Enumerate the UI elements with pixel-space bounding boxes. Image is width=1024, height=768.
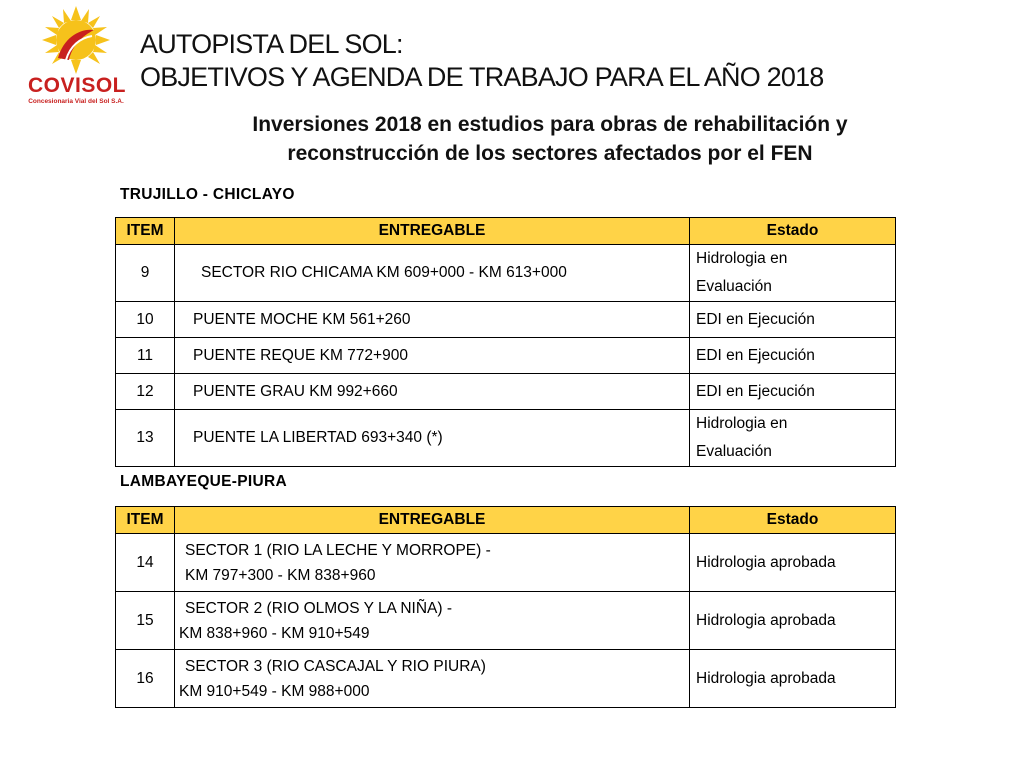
entregable-line-1: SECTOR 1 (RIO LA LECHE Y MORROPE) -: [185, 541, 491, 559]
row-estado: Hidrologia en Evaluación: [690, 410, 896, 467]
row-estado: Hidrologia aprobada: [690, 650, 896, 708]
row-item: 11: [116, 338, 175, 374]
row-estado: EDI en Ejecución: [690, 338, 896, 374]
table-header-row: [116, 218, 896, 245]
table-row: [116, 534, 896, 592]
table-row: [116, 338, 896, 374]
row-entregable: [175, 534, 690, 592]
sun-road-icon: [42, 6, 110, 74]
table-row: [116, 650, 896, 708]
row-estado: Hidrologia aprobada: [690, 592, 896, 650]
header-estado: Estado: [690, 218, 896, 245]
table-header-row: [116, 507, 896, 534]
table-lambayeque-piura: [115, 506, 896, 708]
header-estado: Estado: [690, 507, 896, 534]
row-entregable: [175, 650, 690, 708]
row-item: 16: [116, 650, 175, 708]
row-entregable: PUENTE LA LIBERTAD 693+340 (*): [175, 410, 690, 467]
row-entregable: [175, 592, 690, 650]
row-item: 12: [116, 374, 175, 410]
entregable-line-2: KM 910+549 - KM 988+000: [179, 682, 370, 700]
row-estado: Hidrologia aprobada: [690, 534, 896, 592]
table-trujillo-chiclayo: [115, 217, 896, 467]
entregable-line-2: KM 797+300 - KM 838+960: [185, 566, 376, 584]
row-entregable: PUENTE GRAU KM 992+660: [175, 374, 690, 410]
row-item: 15: [116, 592, 175, 650]
header-entregable: ENTREGABLE: [175, 507, 690, 534]
subtitle-line-2: reconstrucción de los sectores afectados por el FEN: [287, 142, 813, 165]
section-label-trujillo: TRUJILLO - CHICLAYO: [120, 186, 295, 203]
brand-name: COVISOL: [28, 74, 127, 97]
row-item: 9: [116, 245, 175, 302]
row-estado: EDI en Ejecución: [690, 374, 896, 410]
page-subtitle: [140, 110, 960, 168]
row-item: 13: [116, 410, 175, 467]
entregable-line-1: SECTOR 3 (RIO CASCAJAL Y RIO PIURA): [185, 657, 486, 675]
row-entregable: PUENTE MOCHE KM 561+260: [175, 302, 690, 338]
row-estado: EDI en Ejecución: [690, 302, 896, 338]
title-line-1: AUTOPISTA DEL SOL:: [140, 29, 403, 59]
entregable-line-1: SECTOR 2 (RIO OLMOS Y LA NIÑA) -: [185, 599, 453, 617]
header-item: ITEM: [116, 507, 175, 534]
page-title: [140, 28, 824, 94]
subtitle-line-1: Inversiones 2018 en estudios para obras de rehabilitación y: [252, 113, 848, 136]
row-entregable: SECTOR RIO CHICAMA KM 609+000 - KM 613+000: [175, 245, 690, 302]
header-item: ITEM: [116, 218, 175, 245]
entregable-line-2: KM 838+960 - KM 910+549: [179, 624, 370, 642]
row-estado: Hidrologia en Evaluación: [690, 245, 896, 302]
row-entregable: PUENTE REQUE KM 772+900: [175, 338, 690, 374]
brand-subtitle: Concesionaria Vial del Sol S.A.: [28, 98, 124, 105]
section-label-lambayeque: LAMBAYEQUE-PIURA: [120, 473, 287, 490]
table-row: [116, 592, 896, 650]
covisol-logo: [28, 6, 127, 110]
table-row: [116, 410, 896, 467]
header-entregable: ENTREGABLE: [175, 218, 690, 245]
table-row: [116, 374, 896, 410]
table-row: [116, 302, 896, 338]
row-item: 14: [116, 534, 175, 592]
row-item: 10: [116, 302, 175, 338]
title-line-2: OBJETIVOS Y AGENDA DE TRABAJO PARA EL AÑO 2018: [140, 62, 824, 92]
table-row: [116, 245, 896, 302]
